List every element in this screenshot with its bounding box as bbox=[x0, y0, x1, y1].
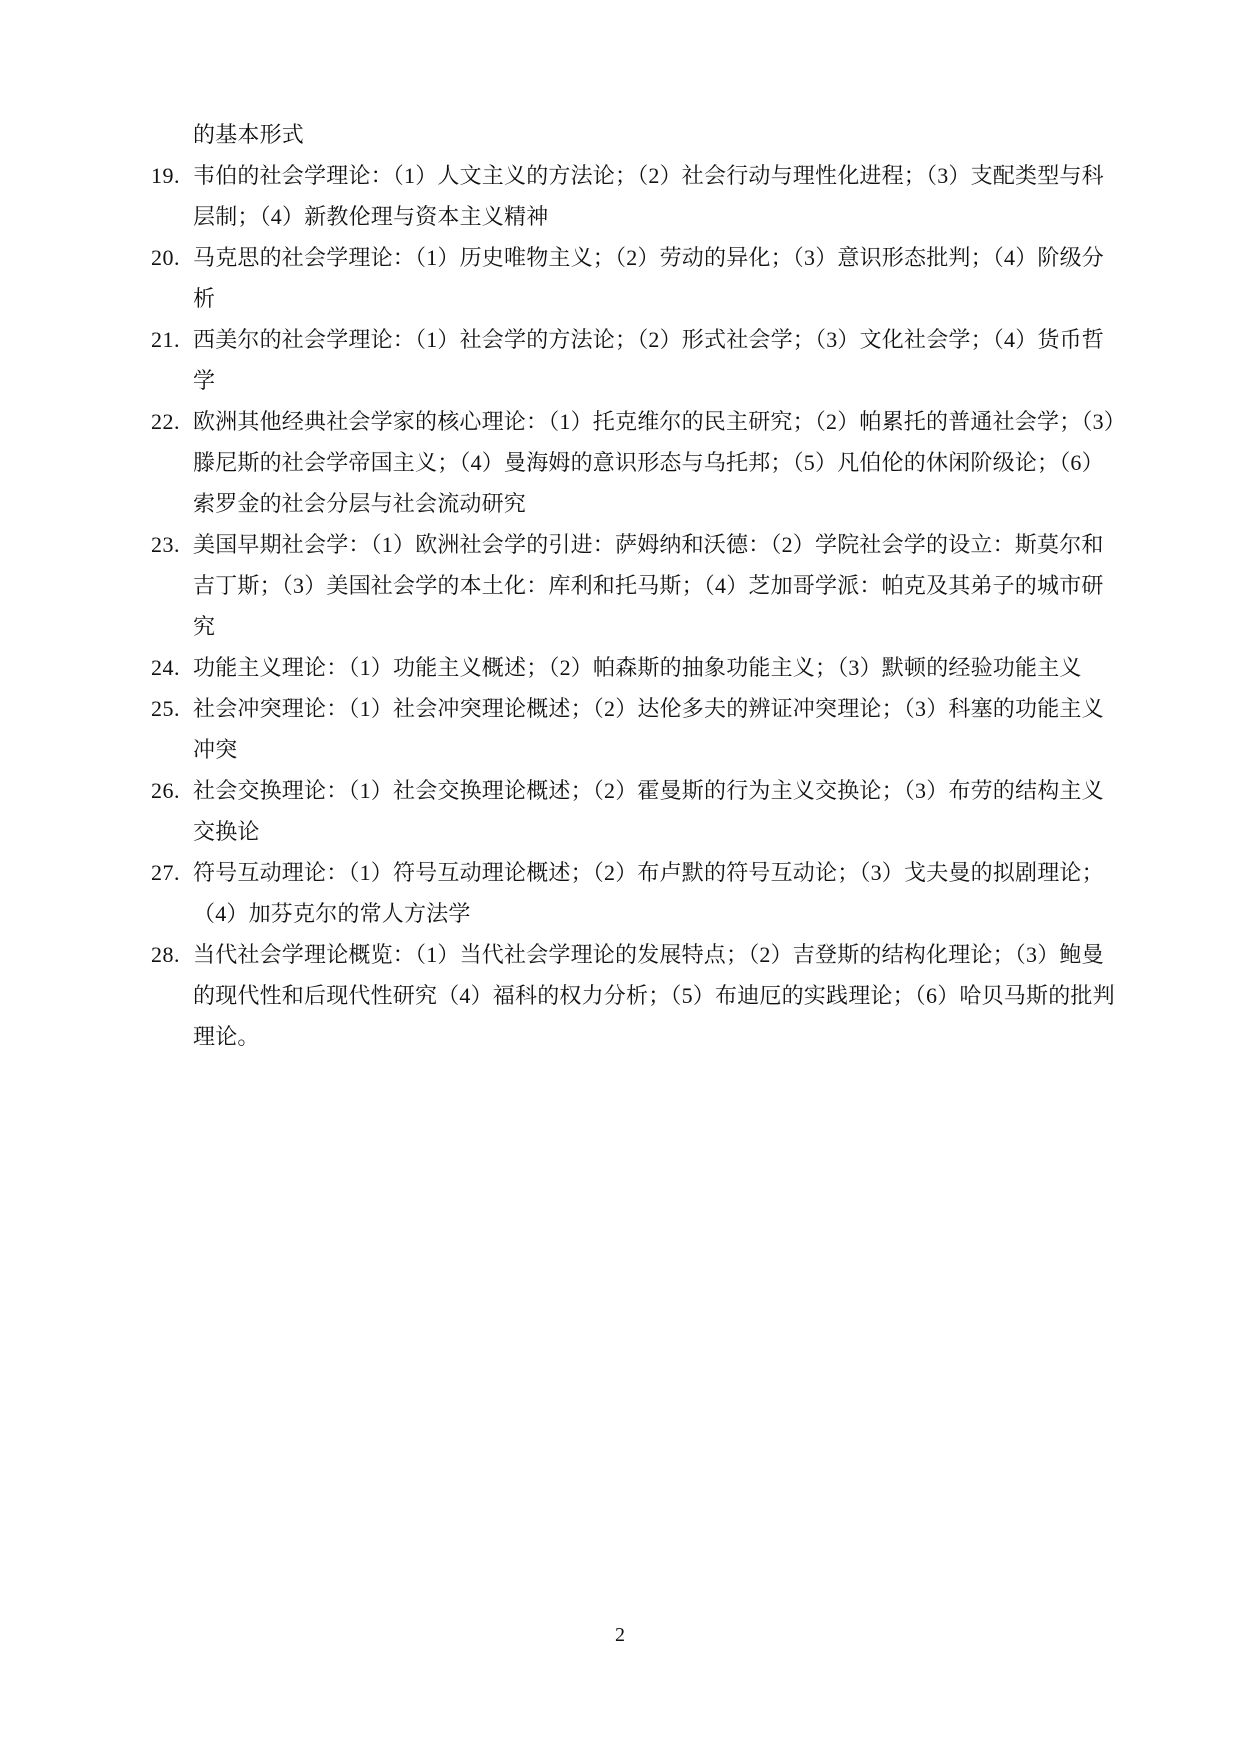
list-item bbox=[151, 688, 1131, 770]
item-number: 26. bbox=[151, 778, 180, 803]
text-line: 的基本形式 bbox=[193, 122, 305, 147]
text-line: 韦伯的社会学理论：（1）人文主义的方法论；（2）社会行动与理性化进程；（3）支配类型与科 bbox=[193, 163, 1104, 188]
text-line: 社会交换理论：（1）社会交换理论概述；（2）霍曼斯的行为主义交换论；（3）布劳的结构主义 bbox=[193, 778, 1104, 803]
item-number: 25. bbox=[151, 696, 180, 721]
text-line: 欧洲其他经典社会学家的核心理论：（1）托克维尔的民主研究；（2）帕累托的普通社会学；（3） bbox=[193, 409, 1127, 434]
page-number: 2 bbox=[615, 1624, 625, 1646]
item-number: 27. bbox=[151, 860, 180, 885]
item-number: 21. bbox=[151, 327, 180, 352]
text-line: 滕尼斯的社会学帝国主义；（4）曼海姆的意识形态与乌托邦；（5）凡伯伦的休闲阶级论；（6） bbox=[193, 450, 1104, 475]
text-line: 西美尔的社会学理论：（1）社会学的方法论；（2）形式社会学；（3）文化社会学；（4）货币哲 bbox=[193, 327, 1105, 352]
text-line: 学 bbox=[193, 368, 216, 393]
text-line: 符号互动理论：（1）符号互动理论概述；（2）布卢默的符号互动论；（3）戈夫曼的拟剧理论； bbox=[193, 860, 1104, 885]
syllabus-list bbox=[151, 114, 1131, 1057]
list-item bbox=[151, 934, 1131, 1057]
text-line: 层制；（4）新教伦理与资本主义精神 bbox=[193, 204, 549, 229]
list-item bbox=[151, 852, 1131, 934]
text-line: 功能主义理论：（1）功能主义概述；（2）帕森斯的抽象功能主义；（3）默顿的经验功能主义 bbox=[193, 655, 1082, 680]
item-number: 19. bbox=[151, 163, 180, 188]
list-item bbox=[151, 647, 1131, 688]
text-line: 马克思的社会学理论：（1）历史唯物主义；（2）劳动的异化；（3）意识形态批判；（4）阶级分 bbox=[193, 245, 1105, 270]
text-line: 的现代性和后现代性研究（4）福科的权力分析；（5）布迪厄的实践理论；（6）哈贝马斯的批判 bbox=[193, 983, 1115, 1008]
text-line: 当代社会学理论概览：（1）当代社会学理论的发展特点；（2）吉登斯的结构化理论；（3）鲍曼 bbox=[193, 942, 1104, 967]
text-line: 交换论 bbox=[193, 819, 260, 844]
list-item bbox=[151, 237, 1131, 319]
text-line: 美国早期社会学：（1）欧洲社会学的引进：萨姆纳和沃德：（2）学院社会学的设立：斯莫尔和 bbox=[193, 532, 1104, 557]
item-number: 20. bbox=[151, 245, 180, 270]
list-item bbox=[151, 401, 1131, 524]
list-item bbox=[151, 770, 1131, 852]
text-line: 吉丁斯；（3）美国社会学的本土化：库利和托马斯；（4）芝加哥学派：帕克及其弟子的城市研 bbox=[193, 573, 1104, 598]
item-number: 23. bbox=[151, 532, 180, 557]
text-line: 社会冲突理论：（1）社会冲突理论概述；（2）达伦多夫的辨证冲突理论；（3）科塞的功能主义 bbox=[193, 696, 1104, 721]
item-number: 24. bbox=[151, 655, 180, 680]
list-item bbox=[151, 155, 1131, 237]
text-line: 冲突 bbox=[193, 737, 238, 762]
list-item bbox=[151, 524, 1131, 647]
item-number: 22. bbox=[151, 409, 180, 434]
text-line: 理论。 bbox=[193, 1024, 260, 1049]
list-item bbox=[151, 114, 1131, 155]
list-item bbox=[151, 319, 1131, 401]
text-line: （4）加芬克尔的常人方法学 bbox=[193, 901, 471, 926]
text-line: 索罗金的社会分层与社会流动研究 bbox=[193, 491, 527, 516]
item-number: 28. bbox=[151, 942, 180, 967]
text-line: 究 bbox=[193, 614, 216, 639]
text-line: 析 bbox=[193, 286, 216, 311]
